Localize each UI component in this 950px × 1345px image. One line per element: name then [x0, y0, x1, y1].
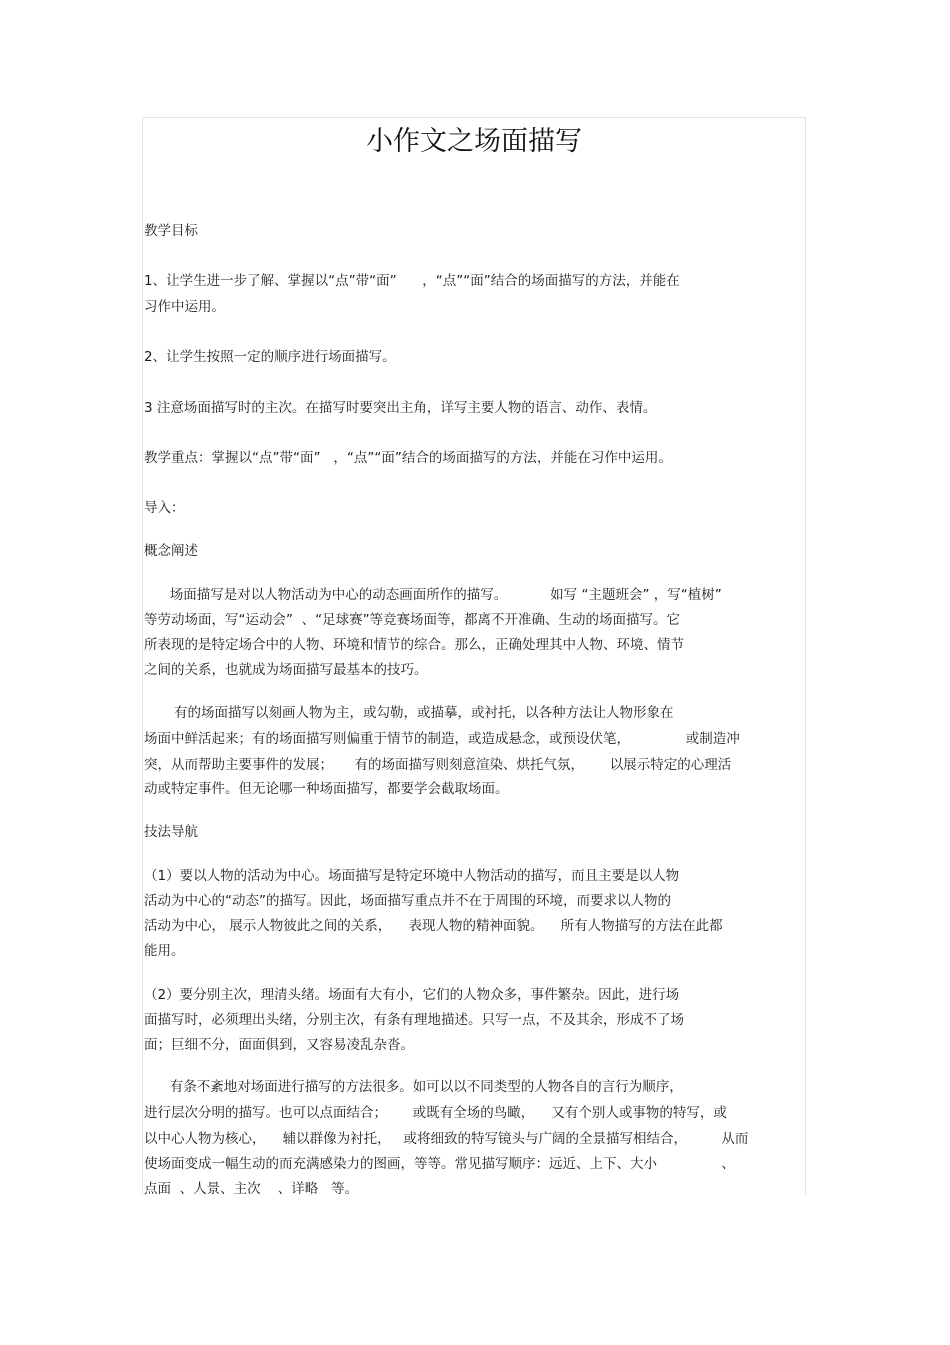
goal-3: 3 注意场面描写时的主次。在描写时要突出主角，详写主要人物的语言、动作、表情。: [144, 400, 657, 416]
heading-introduction: 导入：: [144, 500, 185, 516]
page-title: 小作文之场面描写: [366, 126, 582, 157]
technique-2-line-1: （2）要分别主次，理清头绪。场面有大有小，它们的人物众多，事件繁杂。因此，进行场: [144, 987, 680, 1003]
methods-para-line-2: 进行层次分明的描写。也可以点面结合； 或既有全场的鸟瞰， 又有个别人或事物的特写，或: [144, 1105, 727, 1121]
concept-para-1-line-4: 之间的关系，也就成为场面描写最基本的技巧。: [144, 662, 428, 678]
concept-para-2-line-4: 动或特定事件。但无论哪一种场面描写，都要学会截取场面。: [144, 781, 509, 797]
heading-teaching-goals: 教学目标: [144, 223, 198, 239]
methods-para-line-4: 使场面变成一幅生动的而充满感染力的图画，等等。常见描写顺序：远近、上下、大小 、: [144, 1156, 735, 1172]
methods-para-line-3: 以中心人物为核心， 辅以群像为衬托， 或将细致的特写镜头与广阔的全景描写相结合， 从而: [144, 1131, 749, 1147]
concept-para-1-line-3: 所表现的是特定场合中的人物、环境和情节的综合。那么，正确处理其中人物、环境、情节: [144, 637, 684, 653]
technique-2-line-2: 面描写时，必须理出头绪，分别主次，有条有理地描述。只写一点，不及其余，形成不了场: [144, 1012, 684, 1028]
goal-1-line-2: 习作中运用。: [144, 299, 225, 315]
concept-para-2-line-1: 有的场面描写以刻画人物为主，或勾勒，或描摹，或衬托，以各种方法让人物形象在: [144, 705, 674, 721]
methods-para-line-1: 有条不紊地对场面进行描写的方法很多。如可以以不同类型的人物各自的言行为顺序，: [144, 1079, 683, 1095]
goal-1-line-1: 1、让学生进一步了解、掌握以“点”带“面” ，“点”“面”结合的场面描写的方法，并能在: [144, 273, 680, 289]
technique-1-line-2: 活动为中心的“动态”的描写。因此，场面描写重点并不在于周围的环境，而要求以人物的: [144, 893, 671, 909]
teaching-focus: 教学重点：掌握以“点”带“面” ，“点”“面”结合的场面描写的方法，并能在习作中运用。: [144, 450, 672, 466]
technique-1-line-3: 活动为中心， 展示人物彼此之间的关系， 表现人物的精神面貌。 所有人物描写的方法在此都: [144, 918, 723, 934]
goal-2: 2、让学生按照一定的顺序进行场面描写。: [144, 349, 396, 365]
heading-concept: 概念阐述: [144, 543, 198, 559]
concept-para-2-line-3: 突，从而帮助主要事件的发展； 有的场面描写则刻意渲染、烘托气氛， 以展示特定的心理活: [144, 757, 732, 773]
technique-2-line-3: 面；巨细不分，面面俱到，又容易凌乱杂沓。: [144, 1037, 414, 1053]
concept-para-1-line-1: 场面描写是对以人物活动为中心的动态画面所作的描写。 如写 “主题班会” ，写“植树”: [144, 587, 722, 603]
methods-para-line-5: 点面 、人景、主次 、详略 等。: [144, 1181, 359, 1197]
heading-technique-guide: 技法导航: [144, 824, 198, 840]
concept-para-1-line-2: 等劳动场面，写“运动会” 、“足球赛”等竞赛场面等，都离不开准确、生动的场面描写。它: [144, 612, 681, 628]
technique-1-line-4: 能用。: [144, 943, 185, 959]
concept-para-2-line-2: 场面中鲜活起来；有的场面描写则偏重于情节的制造，或造成悬念，或预设伏笔， 或制造冲: [144, 731, 740, 747]
technique-1-line-1: （1）要以人物的活动为中心。场面描写是特定环境中人物活动的描写，而且主要是以人物: [144, 868, 680, 884]
